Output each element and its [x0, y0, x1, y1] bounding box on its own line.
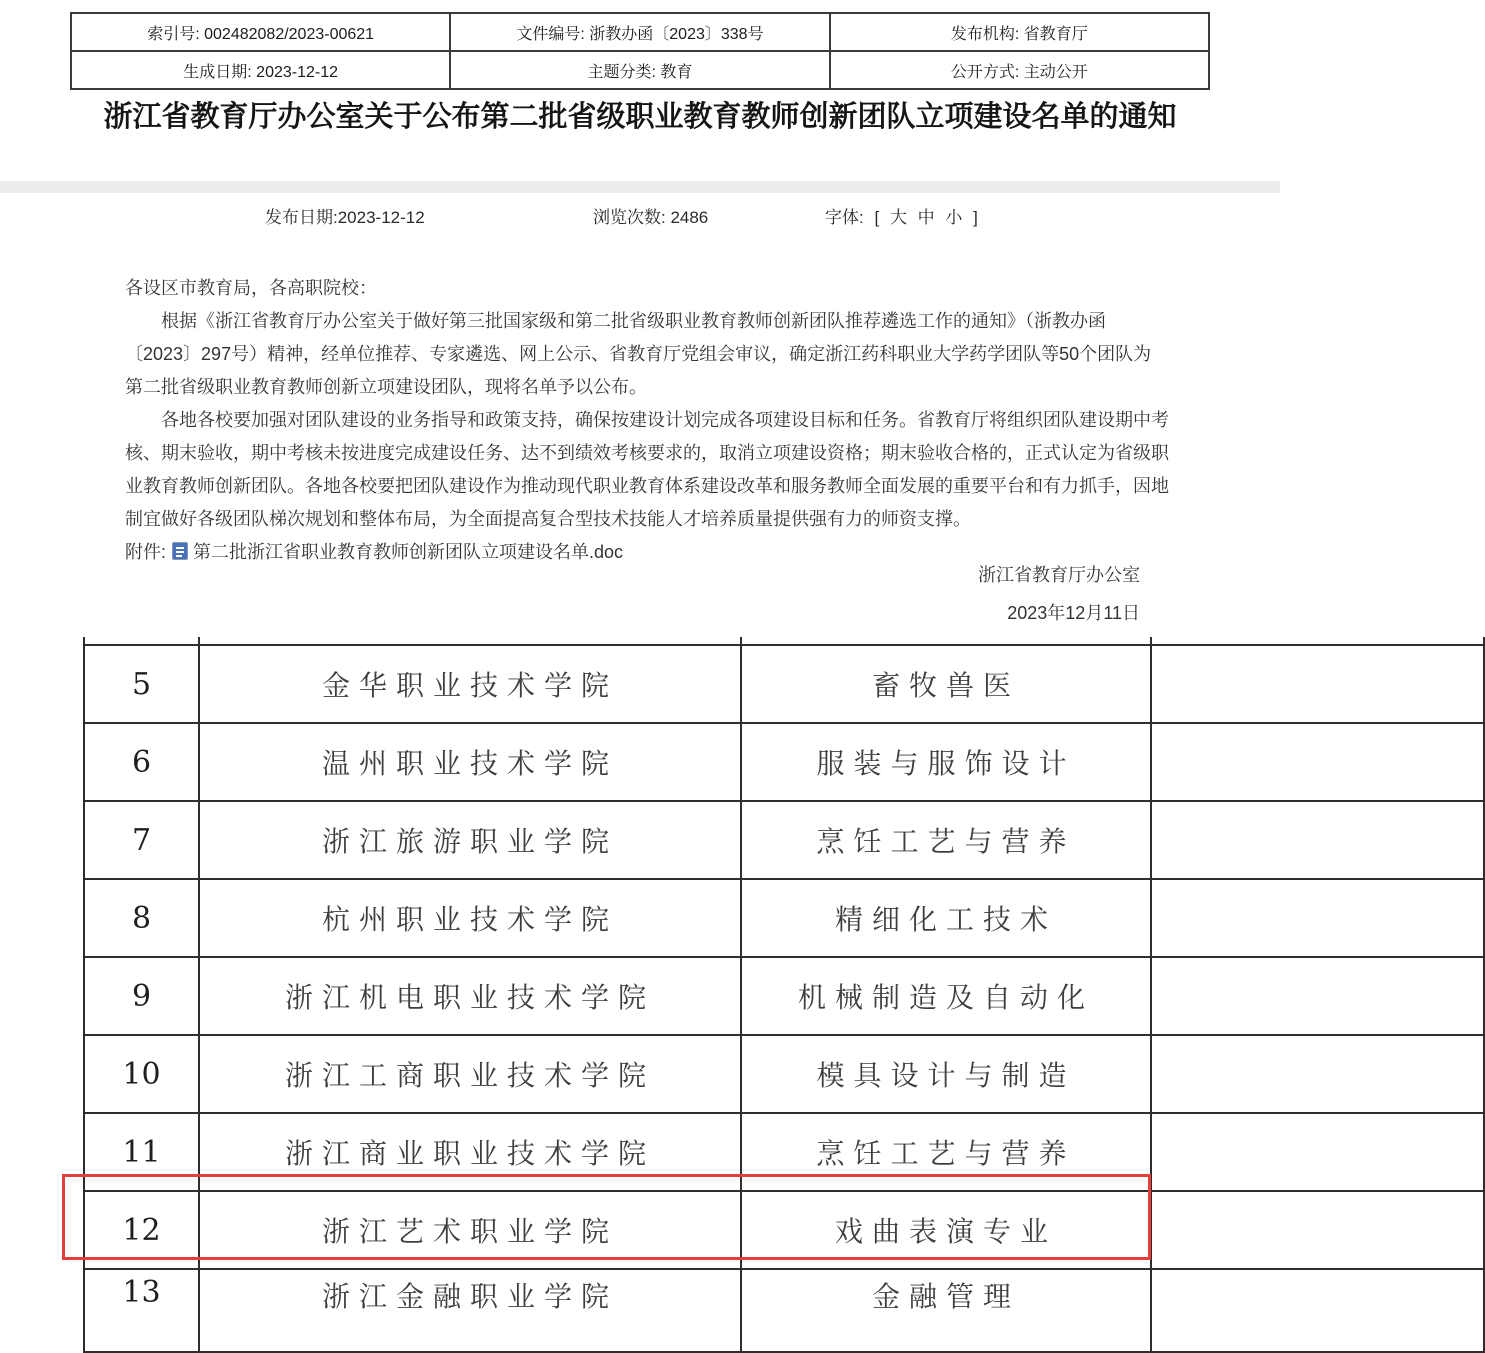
extra-cell: [1151, 1191, 1484, 1269]
signature-date: 2023年12月11日: [1007, 603, 1140, 623]
table-row: [84, 1113, 1484, 1191]
meta-row: [71, 51, 1209, 89]
row-number-cell: 12: [84, 1191, 199, 1269]
major-cell: 金融管理: [741, 1269, 1151, 1352]
school-cell: 浙江金融职业学院: [199, 1269, 741, 1352]
row-number-cell: 13: [84, 1269, 199, 1352]
major-cell: 畜牧兽医: [741, 645, 1151, 723]
table-row: [84, 1269, 1484, 1352]
row-number-cell: 5: [84, 645, 199, 723]
meta-issuing-agency: 发布机构: 省教育厅: [830, 13, 1209, 51]
major-cell: 服装与服饰设计: [741, 723, 1151, 801]
font-size-controls: [822, 203, 981, 228]
document-body: [125, 272, 1169, 569]
school-list-table-container: [83, 637, 1280, 1313]
attachment-link[interactable]: 第二批浙江省职业教育教师创新团队立项建设名单.doc: [193, 542, 624, 562]
meta-index-number: 索引号: 002482082/2023-00621: [71, 13, 450, 51]
meta-creation-date: 生成日期: 2023-12-12: [71, 51, 450, 89]
page-title: 浙江省教育厅办公室关于公布第二批省级职业教育教师创新团队立项建设名单的通知: [103, 101, 1177, 133]
extra-cell: [1151, 1113, 1484, 1191]
signature-org: 浙江省教育厅办公室: [978, 565, 1140, 585]
meta-file-number: 文件编号: 浙教办函〔2023〕338号: [450, 13, 829, 51]
salutation: 各设区市教育局，各高职院校：: [125, 278, 377, 298]
major-cell: 烹饪工艺与营养: [741, 1113, 1151, 1191]
table-row: [84, 1191, 1484, 1269]
table-row: [84, 1035, 1484, 1113]
font-size-medium-button[interactable]: 中: [917, 208, 935, 227]
meta-topic-category: 主题分类: 教育: [450, 51, 829, 89]
table-row-partial-top: [84, 637, 1484, 645]
font-size-large-button[interactable]: 大: [889, 208, 907, 227]
row-number-cell: 6: [84, 723, 199, 801]
school-cell: 浙江旅游职业学院: [199, 801, 741, 879]
meta-publicity-method: 公开方式: 主动公开: [830, 51, 1209, 89]
table-row: [84, 879, 1484, 957]
table-row: [84, 801, 1484, 879]
major-cell: 戏曲表演专业: [741, 1191, 1151, 1269]
row-number-cell: 11: [84, 1113, 199, 1191]
extra-cell: [1151, 1035, 1484, 1113]
major-cell: 机械制造及自动化: [741, 957, 1151, 1035]
major-cell: 烹饪工艺与营养: [741, 801, 1151, 879]
row-number-cell: 7: [84, 801, 199, 879]
document-meta-table: [70, 12, 1210, 90]
view-count: 浏览次数: 2486: [593, 208, 709, 227]
attachment-label: 附件:: [125, 542, 167, 562]
font-size-label: 字体:: [825, 208, 864, 227]
bracket-open: [: [874, 208, 880, 227]
school-cell: 浙江工商职业技术学院: [199, 1035, 741, 1113]
school-cell: 浙江商业职业技术学院: [199, 1113, 741, 1191]
school-cell: 杭州职业技术学院: [199, 879, 741, 957]
table-row: [84, 957, 1484, 1035]
table-row: [84, 723, 1484, 801]
school-cell: 温州职业技术学院: [199, 723, 741, 801]
school-cell: 浙江机电职业技术学院: [199, 957, 741, 1035]
school-cell: 金华职业技术学院: [199, 645, 741, 723]
row-number-cell: 10: [84, 1035, 199, 1113]
body-paragraph-1: 根据《浙江省教育厅办公室关于做好第三批国家级和第二批省级职业教育教师创新团队推荐遴选工作的通知》（浙教办函〔2023〕297号）精神，经单位推荐、专家遴选、网上公示、省教育厅党组会审议，确定浙江药科职业大学药学团队等50个团队为第二批省级职业教育教师创新立项建设团队，现将名单予以公布。: [125, 311, 1152, 397]
body-paragraph-2: 各地各校要加强对团队建设的业务指导和政策支持，确保按建设计划完成各项建设目标和任务。省教育厅将组织团队建设期中考核、期末验收，期中考核未按进度完成建设任务、达不到绩效考核要求的，取消立项建设资格；期末验收合格的，正式认定为省级职业教育教师创新团队。各地各校要把团队建设作为推动现代职业教育体系建设改革和服务教师全面发展的重要平台和有力抓手，因地制宜做好各级团队梯次规划和整体布局，为全面提高复合型技术技能人才培养质量提供强有力的师资支撑。: [125, 410, 1169, 529]
bracket-close: ]: [973, 208, 978, 227]
meta-row: [71, 13, 1209, 51]
school-cell: 浙江艺术职业学院: [199, 1191, 741, 1269]
extra-cell: [1151, 801, 1484, 879]
row-number-cell: 8: [84, 879, 199, 957]
major-cell: 精细化工技术: [741, 879, 1151, 957]
extra-cell: [1151, 645, 1484, 723]
word-document-icon: [172, 542, 188, 560]
school-list-table: [83, 637, 1485, 1353]
signature-block: [978, 556, 1140, 632]
publish-info-bar: [0, 203, 1280, 229]
extra-cell: [1151, 957, 1484, 1035]
extra-cell: [1151, 879, 1484, 957]
row-number-cell: 9: [84, 957, 199, 1035]
table-row: [84, 645, 1484, 723]
school-table-rows: [84, 637, 1484, 1352]
divider-band: [0, 181, 1280, 193]
major-cell: 模具设计与制造: [741, 1035, 1151, 1113]
extra-cell: [1151, 723, 1484, 801]
extra-cell: [1151, 1269, 1484, 1352]
font-size-small-button[interactable]: 小: [945, 208, 963, 227]
publish-date: 发布日期:2023-12-12: [265, 208, 425, 227]
